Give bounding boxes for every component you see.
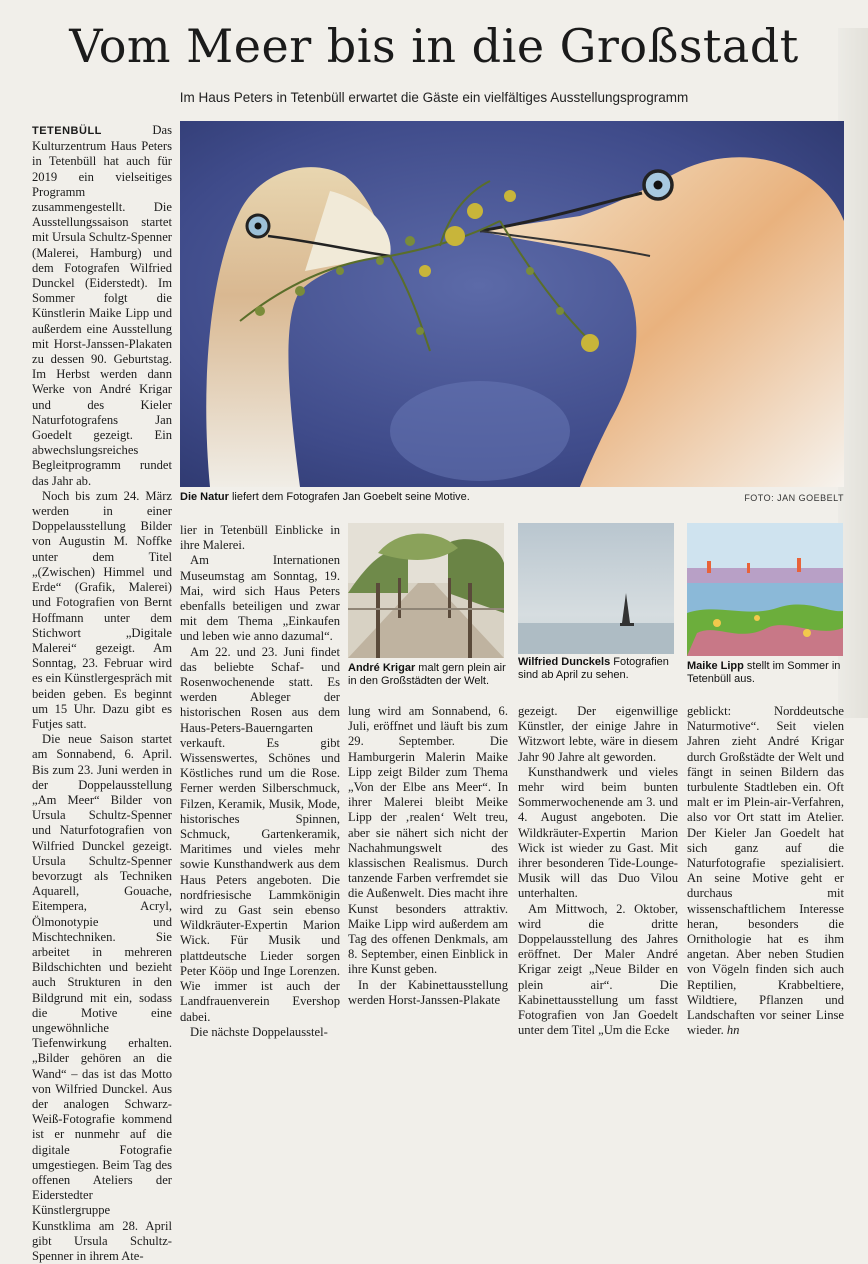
- paragraph: gezeigt. Der eigenwillige Künstler, der einige Jahre in Witzwort lebte, wäre in diesem Jahr 90 Jahre alt geworden.: [518, 704, 678, 764]
- subline: Im Haus Peters in Tetenbüll erwartet die Gäste ein vielfältiges Ausstellungsprogramm: [179, 90, 689, 105]
- main-photo-gannets: [180, 121, 844, 487]
- paragraph: lier in Tetenbüll Einblicke in ihre Malerei.: [180, 523, 340, 553]
- paragraph: Noch bis zum 24. März werden in einer Doppelausstellung Bilder von Augustin M. Noffke unter dem Titel „(Zwischen) Himmel und Erde“ (Grafik, Malerei) und Fotografien von Bernt Hoffmann unter dem Stichwort „Digitale Malerei“ gezeigt. Am Sonntag, 23. Februar wird es ein Künstlergespräch mit beiden geben. Es beginnt um 15 Uhr. Dazu gibt es Futjes satt.: [32, 488, 173, 731]
- paragraph: Am Mittwoch, 2. Oktober, wird die dritte Doppelausstellung des Jahres eröffnet. Der Maler André Krigar zeigt „Neue Bilder en plein air“. Die Kabinettausstellung um fasst Fotografien von Jan Goedelt unter dem Titel „Um die Ecke: [518, 901, 678, 1038]
- paragraph: Kunsthandwerk und vieles mehr wird beim bunten Sommerwochenende am 3. und 4. August angeboten. Die Wildkräuter-Expertin Marion Wick ist wieder zu Gast. Mit ihrer besonderen Tide-Lounge-Musik will das Duo Vilou unterhalten.: [518, 764, 678, 901]
- column-2: [180, 523, 340, 1039]
- column-5: [687, 704, 844, 1038]
- main-photo-caption: Die Natur liefert dem Fotografen Jan Goebelt seine Motive.: [180, 491, 470, 503]
- photo-krigar-caption: André Krigar malt gern plein air in den Großstädten der Welt.: [348, 662, 506, 687]
- paragraph: In der Kabinettausstellung werden Horst-Janssen-Plakate: [348, 977, 508, 1007]
- column-3: [348, 704, 508, 1014]
- paragraph: geblickt: Norddeutsche Naturmotive“. Seit vielen Jahren zieht André Krigar durch Großstädte der Welt und fängt in seinen Bildern das turbulente Stadtleben ein. Oft malt er im Plein-air-Verfahren, also vor Ort statt im Atelier. Der Kieler Jan Goedelt hat sich ganz auf die Naturfotografie spezialisiert. An seine Motive geht er durchaus mit wissenschaftlichem Interesse heran, besonders die Ornithologie hat es ihm angetan. Aber neben Studien von Vögeln finden sich auch Reptilien, Krabbeltiere, Wildtiere, Pflanzen und Landschaften vor seiner Linse wieder. hn: [687, 704, 844, 1038]
- column-4: [518, 704, 678, 1038]
- photo-credit: FOTO: JAN GOEBELT: [744, 493, 844, 503]
- photo-lipp-painting: [687, 523, 843, 656]
- paragraph: Am Internationen Museumstag am Sonntag, 19. Mai, wird sich Haus Peters ebenfalls beteiligen und zwar mit dem Thema „Einkaufen und leben wie anno dazumal“.: [180, 553, 340, 644]
- photo-dunckel-sea: [518, 523, 674, 654]
- paragraph: lung wird am Sonnabend, 6. Juli, eröffnet und läuft bis zum 29. September. Die Hamburgerin Malerin Maike Lipp zeigt Bilder zum Thema „Von der Elbe ans Meer“. In ihrer Malerei bleibt Meike Lipp der ‚realen‘ Welt treu, aber sie nähert sich nicht der Nachahmungswelt des klassischen Realismus. Durch tanzende Farben verfremdet sie die Außenwelt. Dies macht ihre Kunst besonders attraktiv. Maike Lipp wird außerdem am Tag des offenen Denkmals, am 8. September, einen Einblick in ihre Kunst geben.: [348, 704, 508, 977]
- headline: Vom Meer bis in die Großstadt: [69, 19, 799, 73]
- paragraph: Die nächste Doppelausstel-: [190, 1024, 328, 1039]
- paragraph: Am 22. und 23. Juni findet das beliebte Schaf- und Rosenwochenende statt. Es werden Ableger der historischen Rosen aus dem Haus-Peters-Bauerngarten verkauft. Es gibt Wissenswertes, Schönes und Köstliches rund um die Rose. Ferner werden Silberschmuck, Filzen, Keramik, Musik, Mode, historisches Spinnen, Schmuck, Gartenkeramik, Maritimes und vieles mehr sowie Kunsthandwerk aus dem Haus Peters angeboten. Die nordfriesische Lammkönigin wird zu Gast sein ebenso Wildkräuter-Expertin Marion Wick. Für Musik und plattdeutsche Lieder sorgen Peter Kööp und Inge Lorenzen. Wie immer ist auch der Landfrauenverein Evershop dabei.: [180, 644, 340, 1024]
- column-1: [32, 123, 173, 1264]
- paragraph: TETENBÜLL Das Kulturzentrum Haus Peters in Tetenbüll hat auch für 2019 ein vielseitiges Programm zusammengestellt. Die Ausstellungssaison startet mit Ursula Schultz-Spenner (Malerei, Hamburg) und dem Fotografen Wilfried Dunckel (Eiderstedt). Im Sommer folgt die Künstlerin Maike Lipp und außerdem eine Ausstellung mit Horst-Janssen-Plakaten zu dessen 90. Geburtstag. Im Herbst werden dann Werke von André Krigar und des Kieler Naturfotografens Jan Goedelt gezeigt. Ein abwechslungsreiches Begleitprogramm rundet das Jahr ab.: [32, 123, 172, 488]
- paragraph: Die neue Saison startet am Sonnabend, 6. April. Bis zum 23. Juni werden in der Doppelausstellung „Am Meer“ Bilder von Ursula Schultz-Spenner und Naturfotografien von Wilfried Dunckel gezeigt. Ursula Schultz-Spenner bevorzugt als Techniken Aquarell, Gouache, Eitempera, Acryl, Ölmonotypie und Mischtechniken. Sie arbeitet in mehreren Bildschichten und bezieht auch Strukturen in den Bildgrund mit ein, sodass die Motive eine ungewöhnliche Tiefenwirkung erhalten. „Bilder gehören an die Wand“ – das ist das Motto von Wilfried Dunckel. Aus der analogen Schwarz-Weiß-Fotografie kommend ist er nunmehr auf die digitale Fotografie umgestiegen. Beim Tag des offenen Ateliers der Eiderstedter Künstlergruppe Kunstklima am 28. April gibt Ursula Schultz-Spenner in ihrem Ate-: [32, 732, 172, 1264]
- photo-lipp-caption: Maike Lipp stellt im Sommer in Tetenbüll aus.: [687, 660, 841, 685]
- photo-krigar-avenue: [348, 523, 504, 658]
- dateline: TETENBÜLL: [32, 125, 102, 137]
- author-initials: hn: [726, 1023, 740, 1038]
- gannets-illustration: [180, 121, 844, 487]
- photo-dunckel-caption: Wilfried Dunckels Fotografien sind ab April zu sehen.: [518, 656, 669, 681]
